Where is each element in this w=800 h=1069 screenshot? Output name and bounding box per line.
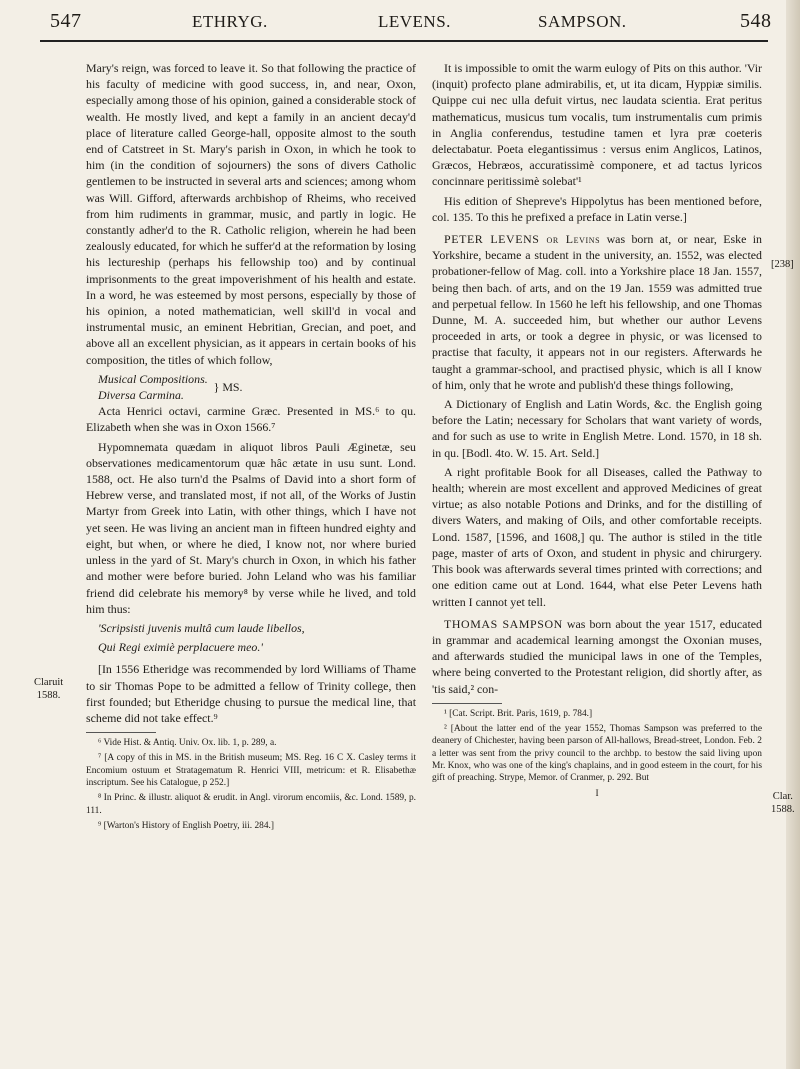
paragraph: Mary's reign, was forced to leave it. So that following the practice of his faculty of medicine with good success, in, and near, Oxon, especially among those of his opinion, gained a considerable stock of wealth. He mostly lived, and kept a family in an ancient decay'd place of literature called George-hall, opposite almost to the south end of Catstreet in St. Mary's parish in Oxon, in which he took to him (in the condition of sojourners) the sons of divers Catholic gentlemen to be instructed in several arts and sciences; among whom was Will. Gifford, afterwards archbishop of Rheims, who received from him rudiments in grammar, music, and partly in logic. He constantly adher'd to the R. Catholic religion, wherein he had been zealously educated, for which he suffer'd at the reformation by losing his lectureship (perhaps his fellowship too) and by continual imprisonments to the great impoverishment of his health and estate. In a word, he was esteemed by most persons, especially by those of his opinion, a noted mathematician, well skill'd in vocal and instrumental music, an eminent Hebritian, Grecian, and poet, and above all an excellent physician, as it appears in certain books of his composition, the titles of which follow, [86,61,416,367]
footnote: ¹ [Cat. Script. Brit. Paris, 1619, p. 784.] [444,708,593,719]
footnote-rule [86,732,156,733]
paragraph: A Dictionary of English and Latin Words, &c. the English going before the Latin; necessary for Scholars that want variety of words, and for such as use to write in English Metre. Lond. 1570, in 18 sh. in qu. [Bodl. 4to. W. 15. Art. Seld.] [432,397,762,460]
left-page-number: 547 [50,10,82,32]
footnote: ⁸ In Princ. & illustr. aliquot & erudit. in Angl. virorum encomiis, &c. Lond. 1589, p. 111. [86,793,416,816]
right-column [432,60,762,803]
entry-sampson: THOMAS SAMPSON was born about the year 1517, educated in grammar and academical learning amongst the Oxonian muses, and afterwards studied the municipal laws in one of the Temples, where being converted to the Protestant religion, did shortly after, as 'tis said,² con- [432,616,762,696]
composition-list: Musical Compositions. Diversa Carmina. } MS. [98,371,243,403]
left-column [86,60,416,835]
entry-heading: PETER LEVENS or Levins [444,232,601,247]
page-edge [786,0,800,1069]
paragraph: A right profitable Book for all Diseases, called the Pathway to health; wherein are most excellent and approved Medicines of great virtue; as also notable Potions and Drinks, and for the distilling of divers Waters, and making of Oils, and other comfortable receipts. Lond. 1587, [1596, and 1608,] qu. The author is stiled in the title page, master of arts of Oxon, and student in physic and chirurgery. This book was afterwards several times printed with corrections; and one edition came out at Lond. 1644, what else Peter Levens hath written I cannot yet tell. [432,464,762,609]
paragraph: It is impossible to omit the warm eulogy of Pits on this author. 'Vir (inquit) profecto plane admirabilis, et, ut ita dicam, Hyppiæ similis. Quippe cui nec ulla defuit virtus, nec laudata scientia. Erat peritus mathematicus, musicus tum vocalis, tum instrumentalis cum primis in Anglia conferendus, testudine tamen et lyra præ coeteris delectabatur. Poeta elegantissimus : versus enim Anglicos, Latinos, Græcos, Hebræos, accuratissimè componere, et ad tactus lyricos concinnare peritissimè solebat'¹ [432,61,762,189]
left-margin-note: Claruit 1588. [34,677,64,701]
footnote-rule [432,703,502,704]
entry-heading: THOMAS SAMPSON [444,616,563,631]
center-running-title: LEVENS. [378,12,451,31]
paragraph: [In 1556 Etheridge was recommended by lord Williams of Thame to sir Thomas Pope to be admitted a fellow of Trinity college, then first founded; but Etheridge chusing to pursue the medical line, that scheme did not take effect.⁹ [86,662,416,725]
right-page-number: 548 [740,10,772,32]
paragraph: Acta Henrici octavi, carmine Græc. Presented in MS.⁶ to qu. Elizabeth when she was in Oxon 1566.⁷ [86,404,416,435]
footnote: ² [About the latter end of the year 1552, Thomas Sampson was preferred to the deanery of Chichester, having been parson of All-hallows, Bread-street, London. Feb. 2 a letter was sent from the privy council to the archbp. to bestow the said living upon Mr. Knox, who was one of the king's chaplains, and in good esteem in the court, for his gift of preaching. Strype, Memor. of Cranmer, p. 292. But [432,724,762,784]
verse-line: Qui Regi eximiè perplacuere meo.' [98,640,263,655]
paragraph: His edition of Shepreve's Hippolytus has been mentioned before, col. 135. To this he prefixed a preface in Latin verse.] [432,193,762,224]
footnote: ⁹ [Warton's History of English Poetry, iii. 284.] [98,820,274,831]
right-margin-note-claruit: Clar. 1588. [771,791,795,815]
footnote: ⁶ Vide Hist. & Antiq. Univ. Ox. lib. 1, p. 289, a. [98,738,277,749]
right-margin-note-bracket: [238] [771,259,794,270]
header-rule [40,40,768,42]
signature-mark: I [595,788,599,799]
entry-levens: PETER LEVENS or Levins was born at, or near, Eske in Yorkshire, became a student in the university, an. 1552, was elected probationer-fellow of Mag. coll. into a Yorkshire place 18 Jan. 1557, being then bach. of arts, and on the 19 Jan. 1559 was admitted true and perpetual fellow. In 1560 he left his fellowship, and one Thomas Dunne, M. A. succeeded him, but whether our author Levens proceeded in arts, or took a degree in physic, or was licensed to practise that faculty, it appears not in our registers. Afterwards he taught a grammar-school, and practised physic, which is all I know of him, only that he wrote and publish'd these things following, [432,232,762,392]
paragraph: Hypomnemata quædam in aliquot libros Pauli Æginetæ, seu observationes medicamentorum quæ hâc ætate in usu sunt. Lond. 1588, oct. He also turn'd the Psalms of David into a short form of Hebrew verse, and translated most, if not all, of the Works of Justin Martyr from Greek into Latin, with other things, which I have not yet seen. He was living an ancient man in fifteen hundred eighty and eight, but when, or where he died, I know not, nor where buried unless in the yard of St. Mary's church in Oxon, in which his father and mother were before buried. John Leland who was his familiar friend did celebrate his memory⁸ by verse while he lived, and told him thus: [86,439,416,616]
verse-line: 'Scripsisti juvenis multâ cum laude libellos, [98,620,305,635]
left-running-title: ETHRYG. [192,12,268,31]
right-running-title: SAMPSON. [538,12,627,31]
footnote: ⁷ [A copy of this in MS. in the British museum; MS. Reg. 16 C X. Casley terms it Encomium ostuum et Stratagematum R. Henrici VIII, metricum: et R. Elisabethæ inscriptum. See his Catalogue, p 252.] [86,753,416,789]
